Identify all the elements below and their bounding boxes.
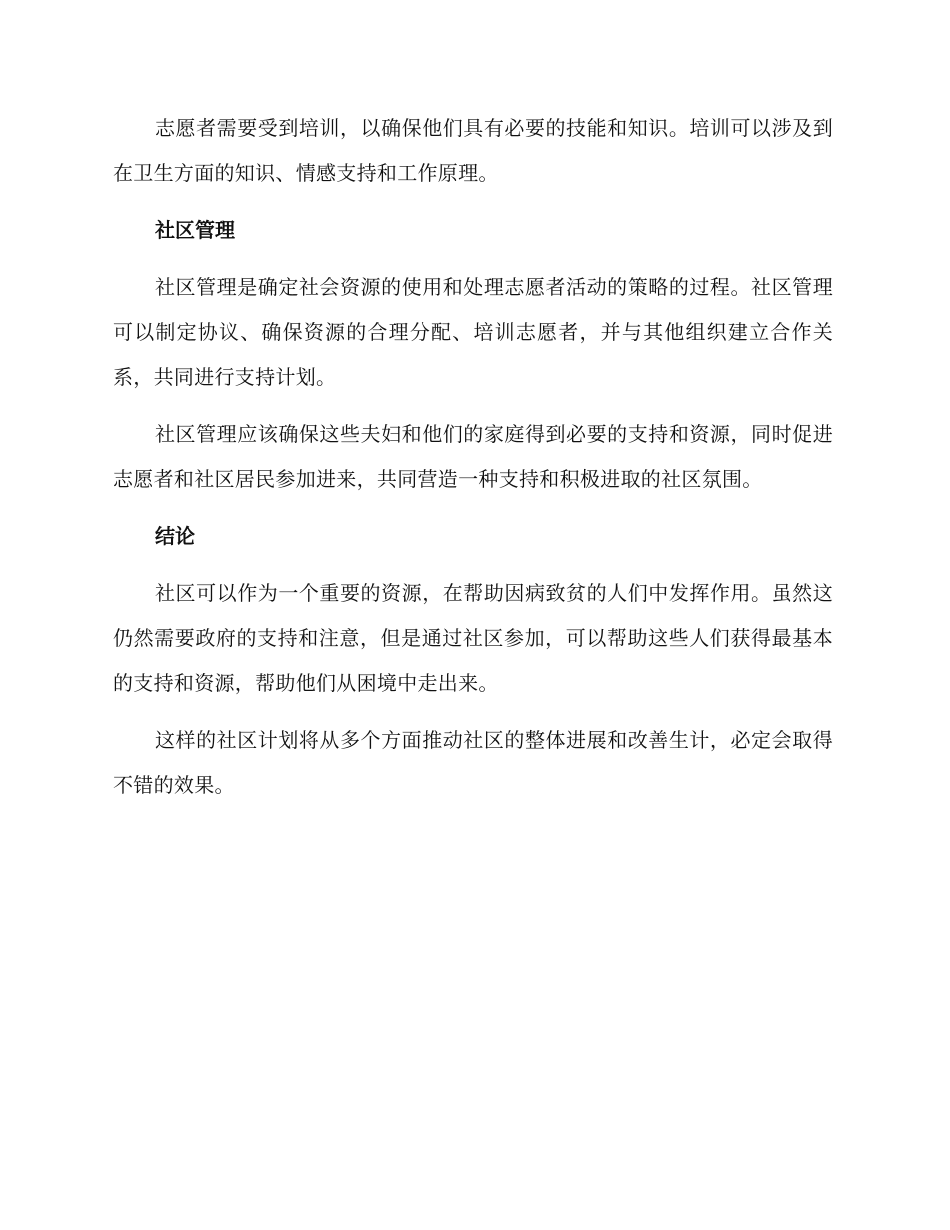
paragraph-conclusion-effect: 这样的社区计划将从多个方面推动社区的整体进展和改善生计，必定会取得不错的效果。 <box>113 728 833 797</box>
paragraph-volunteer-training: 志愿者需要受到培训，以确保他们具有必要的技能和知识。培训可以涉及到在卫生方面的知识、情感支持和工作原理。 <box>113 116 833 185</box>
paragraph-community-management-support: 社区管理应该确保这些夫妇和他们的家庭得到必要的支持和资源，同时促进志愿者和社区居民参加进来，共同营造一种支持和积极进取的社区氛围。 <box>113 422 833 491</box>
section-heading-conclusion: 结论 <box>155 524 195 548</box>
paragraph-conclusion-resource: 社区可以作为一个重要的资源，在帮助因病致贫的人们中发挥作用。虽然这仍然需要政府的支持和注意，但是通过社区参加，可以帮助这些人们获得最基本的支持和资源，帮助他们从困境中走出来。 <box>113 581 833 695</box>
paragraph-community-management-definition: 社区管理是确定社会资源的使用和处理志愿者活动的策略的过程。社区管理可以制定协议、确保资源的合理分配、培训志愿者，并与其他组织建立合作关系，共同进行支持计划。 <box>113 275 833 389</box>
section-heading-community-management: 社区管理 <box>155 218 235 242</box>
document-page <box>113 106 833 820</box>
